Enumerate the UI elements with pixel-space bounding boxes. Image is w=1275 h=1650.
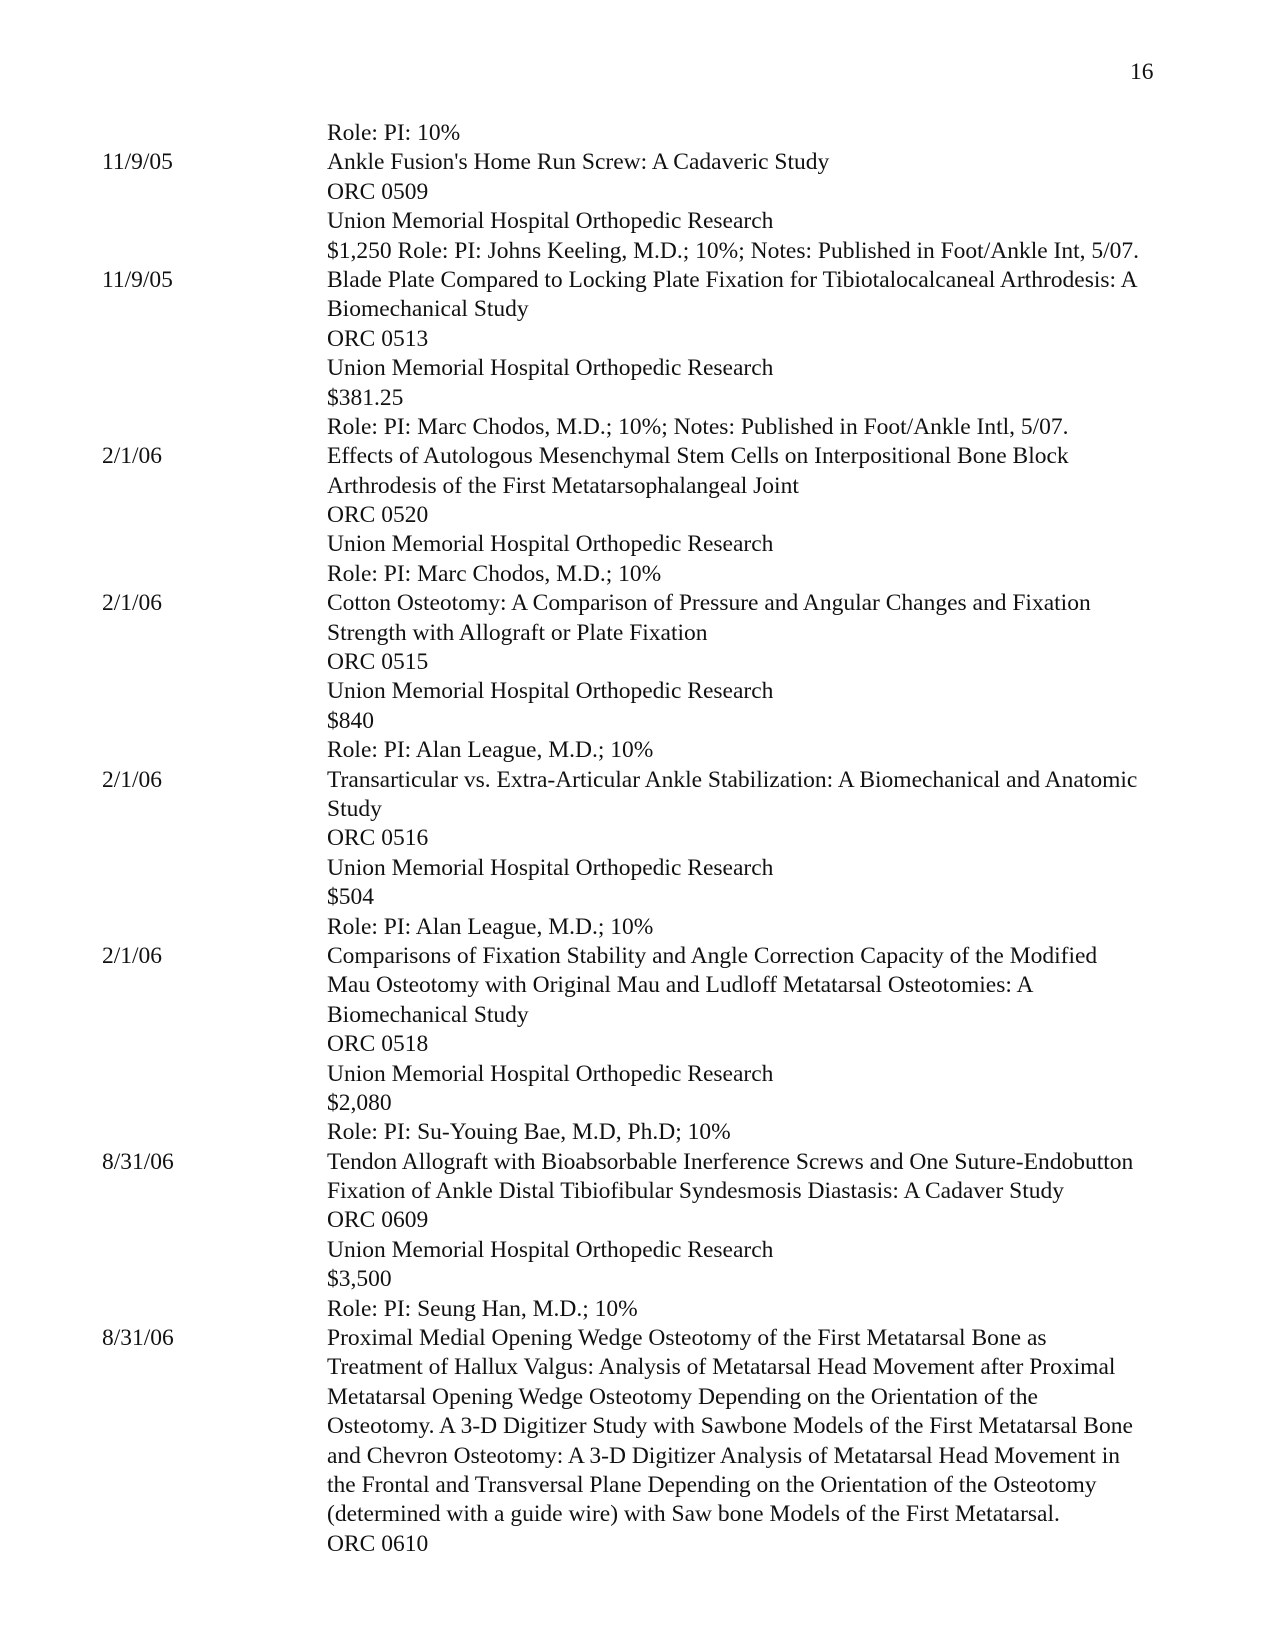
document-line xyxy=(0,619,1275,648)
document-line xyxy=(0,795,1275,824)
document-line xyxy=(0,1471,1275,1500)
document-line xyxy=(0,530,1275,559)
entry-text: the Frontal and Transversal Plane Depending on the Orientation of the Osteotomy xyxy=(327,1471,1097,1498)
document-line xyxy=(0,971,1275,1000)
entry-text: Role: PI: 10% xyxy=(327,120,461,146)
entry-text: Study xyxy=(327,795,382,822)
entry-text: Union Memorial Hospital Orthopedic Research xyxy=(327,531,774,558)
entry-text: Strength with Allograft or Plate Fixation xyxy=(327,619,708,646)
document-line xyxy=(0,1060,1275,1089)
document-line xyxy=(0,1442,1275,1471)
entry-text: Union Memorial Hospital Orthopedic Research xyxy=(327,1060,774,1087)
entry-text: $2,080 xyxy=(327,1089,392,1116)
entry-text: $381.25 xyxy=(327,384,404,411)
document-line xyxy=(0,295,1275,324)
document-line xyxy=(0,1089,1275,1118)
document-line xyxy=(0,1500,1275,1529)
document-line xyxy=(0,1530,1275,1559)
entry-text: Arthrodesis of the First Metatarsophalangeal Joint xyxy=(327,472,799,499)
document-line xyxy=(0,325,1275,354)
document-line xyxy=(0,883,1275,912)
document-line xyxy=(0,413,1275,442)
document-line xyxy=(0,1324,1275,1353)
entry-text: ORC 0509 xyxy=(327,178,429,205)
document-line xyxy=(0,560,1275,589)
document-line xyxy=(0,589,1275,618)
entry-text: (determined with a guide wire) with Saw bone Models of the First Metatarsal. xyxy=(327,1501,1060,1528)
entry-text: $3,500 xyxy=(327,1266,392,1293)
document-line xyxy=(0,178,1275,207)
entry-text: Role: PI: Alan League, M.D.; 10% xyxy=(327,913,654,940)
entry-text: Proximal Medial Opening Wedge Osteotomy of the First Metatarsal Bone as xyxy=(327,1325,1047,1352)
entry-text: Biomechanical Study xyxy=(327,1001,529,1028)
document-line xyxy=(0,1383,1275,1412)
document-line xyxy=(0,1353,1275,1382)
document-line xyxy=(0,501,1275,530)
document-line xyxy=(0,1412,1275,1441)
document-line xyxy=(0,442,1275,471)
entry-text: Union Memorial Hospital Orthopedic Research xyxy=(327,678,774,705)
document-line xyxy=(0,1265,1275,1294)
document-line xyxy=(0,237,1275,266)
entry-text: ORC 0609 xyxy=(327,1207,429,1234)
document-body xyxy=(0,119,1275,1559)
entry-date: 2/1/06 xyxy=(102,443,163,470)
document-line xyxy=(0,1030,1275,1059)
entry-text: Union Memorial Hospital Orthopedic Research xyxy=(327,1236,774,1263)
entry-text: Union Memorial Hospital Orthopedic Research xyxy=(327,208,774,235)
document-line xyxy=(0,854,1275,883)
entry-text: ORC 0513 xyxy=(327,325,429,352)
entry-text: Treatment of Hallux Valgus: Analysis of Metatarsal Head Movement after Proximal xyxy=(327,1354,1116,1381)
entry-text: Role: PI: Seung Han, M.D.; 10% xyxy=(327,1295,638,1322)
entry-text: ORC 0610 xyxy=(327,1530,429,1557)
entry-text: Union Memorial Hospital Orthopedic Research xyxy=(327,854,774,881)
document-line xyxy=(0,766,1275,795)
entry-date: 2/1/06 xyxy=(102,942,163,969)
document-line xyxy=(0,1148,1275,1177)
document-line xyxy=(0,1295,1275,1324)
entry-text: Role: PI: Marc Chodos, M.D.; 10% xyxy=(327,560,662,587)
entry-text: Blade Plate Compared to Locking Plate Fixation for Tibiotalocalcaneal Arthrodesis: A xyxy=(327,266,1138,293)
entry-date: 11/9/05 xyxy=(102,149,173,176)
document-line xyxy=(0,354,1275,383)
entry-date: 2/1/06 xyxy=(102,590,163,617)
entry-text: Metatarsal Opening Wedge Osteotomy Depending on the Orientation of the xyxy=(327,1383,1038,1410)
entry-text: Comparisons of Fixation Stability and Angle Correction Capacity of the Modified xyxy=(327,942,1098,969)
document-line xyxy=(0,1206,1275,1235)
entry-text: Role: PI: Marc Chodos, M.D.; 10%; Notes: Published in Foot/Ankle Intl, 5/07. xyxy=(327,413,1069,440)
entry-text: Biomechanical Study xyxy=(327,296,529,323)
entry-text: $840 xyxy=(327,707,374,734)
document-line xyxy=(0,942,1275,971)
entry-text: Cotton Osteotomy: A Comparison of Pressure and Angular Changes and Fixation xyxy=(327,590,1091,617)
entry-text: Tendon Allograft with Bioabsorbable Inerference Screws and One Suture-Endobutton xyxy=(327,1148,1134,1175)
document-line xyxy=(0,207,1275,236)
document-line xyxy=(0,1118,1275,1147)
entry-text: Osteotomy. A 3-D Digitizer Study with Sawbone Models of the First Metatarsal Bone xyxy=(327,1413,1133,1440)
document-line xyxy=(0,824,1275,853)
document-line xyxy=(0,384,1275,413)
entry-text: ORC 0516 xyxy=(327,825,429,852)
entry-text: ORC 0518 xyxy=(327,1031,429,1058)
document-line xyxy=(0,648,1275,677)
entry-text: $1,250 Role: PI: Johns Keeling, M.D.; 10%; Notes: Published in Foot/Ankle Int, 5/07. xyxy=(327,237,1140,264)
document-line xyxy=(0,707,1275,736)
document-line xyxy=(0,736,1275,765)
document-line xyxy=(0,677,1275,706)
document-line xyxy=(0,119,1275,148)
document-line xyxy=(0,1236,1275,1265)
entry-text: Role: PI: Su-Youing Bae, M.D, Ph.D; 10% xyxy=(327,1119,731,1146)
document-line xyxy=(0,266,1275,295)
entry-text: Union Memorial Hospital Orthopedic Research xyxy=(327,355,774,382)
document-line xyxy=(0,913,1275,942)
entry-text: Transarticular vs. Extra-Articular Ankle Stabilization: A Biomechanical and Anatomic xyxy=(327,766,1138,793)
document-line xyxy=(0,148,1275,177)
document-line xyxy=(0,1001,1275,1030)
entry-text: Fixation of Ankle Distal Tibiofibular Syndesmosis Diastasis: A Cadaver Study xyxy=(327,1178,1065,1205)
entry-date: 8/31/06 xyxy=(102,1325,174,1352)
entry-date: 8/31/06 xyxy=(102,1148,174,1175)
page-number: 16 xyxy=(1130,59,1154,85)
entry-text: ORC 0515 xyxy=(327,649,429,676)
entry-date: 2/1/06 xyxy=(102,766,163,793)
entry-text: Role: PI: Alan League, M.D.; 10% xyxy=(327,737,654,764)
entry-text: Effects of Autologous Mesenchymal Stem Cells on Interpositional Bone Block xyxy=(327,443,1069,470)
entry-text: ORC 0520 xyxy=(327,502,429,529)
entry-date: 11/9/05 xyxy=(102,266,173,293)
entry-text: Mau Osteotomy with Original Mau and Ludloff Metatarsal Osteotomies: A xyxy=(327,972,1034,999)
entry-text: $504 xyxy=(327,884,374,911)
entry-text: Ankle Fusion's Home Run Screw: A Cadaveric Study xyxy=(327,149,830,176)
document-line xyxy=(0,1177,1275,1206)
document-line xyxy=(0,472,1275,501)
entry-text: and Chevron Osteotomy: A 3-D Digitizer Analysis of Metatarsal Head Movement in xyxy=(327,1442,1120,1469)
